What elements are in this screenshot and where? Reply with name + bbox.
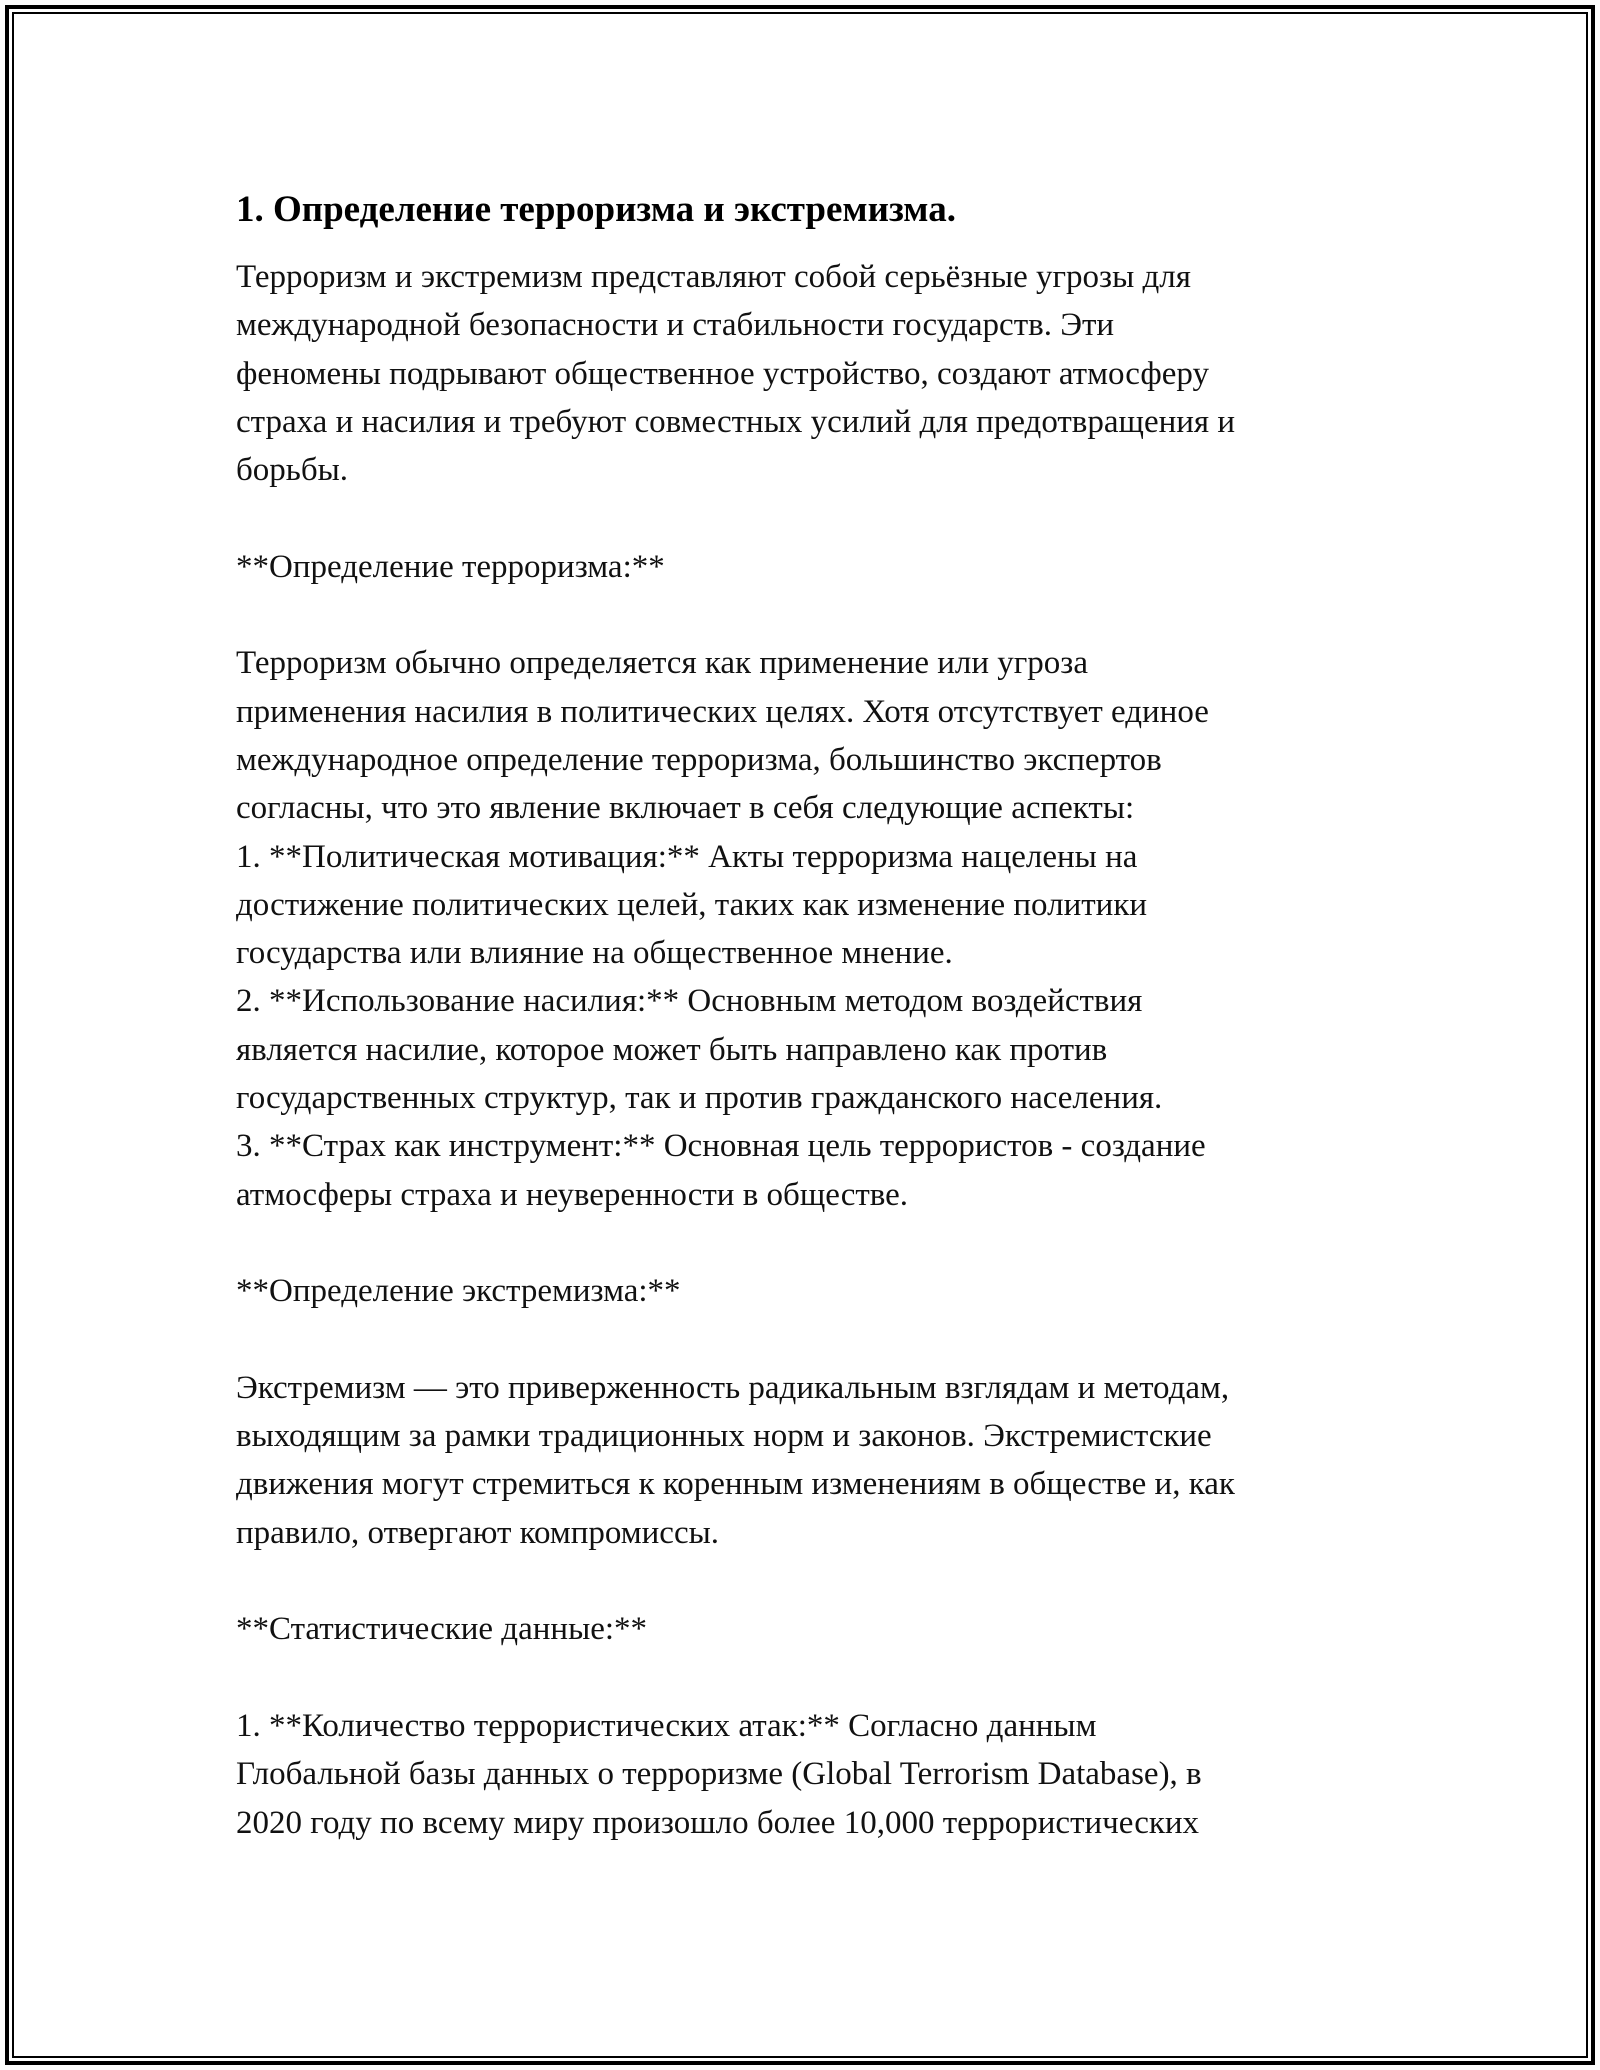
section-heading: 1. Определение терроризма и экстремизма. [236,189,957,230]
extremism-subheading: **Определение экстремизма:** [236,1273,681,1310]
extremism-definition-paragraph: Экстремизм — это приверженность радикальным взглядам и методам, выходящим за рамки традиционных норм и законов. Экстремистские движения могут стремиться к коренным изменениям в обществе и, как правило, отвергают компромиссы. [236,1369,1235,1551]
spacer [236,591,1366,639]
document-body [236,186,1366,1847]
aspect-item-use-of-violence: 2. **Использование насилия:** Основным методом воздействия является насилие, которое может быть направлено как против государственных структур, так и против гражданского населения. [236,983,1163,1117]
spacer [236,1316,1366,1364]
spacer [236,1557,1366,1605]
statistics-subheading: **Статистические данные:** [236,1611,648,1648]
spacer [236,1654,1366,1702]
statistics-item-attack-count: 1. **Количество террористических атак:** Согласно данным Глобальной базы данных о терроризме (Global Terrorism Database), в 2020 году по всему миру произошло более 10,000 террористических [236,1707,1202,1841]
intro-paragraph: Терроризм и экстремизм представляют собой серьёзные угрозы для международной безопасности и стабильности государств. Эти феномены подрывают общественное устройство, создают атмосферу страха и насилия и требуют совместных усилий для предотвращения и борьбы. [236,259,1236,489]
spacer [236,494,1366,542]
aspect-item-fear-as-tool: 3. **Страх как инструмент:** Основная цель террористов - создание атмосферы страха и неуверенности в обществе. [236,1128,1206,1213]
terrorism-definition-paragraph: Терроризм обычно определяется как применение или угроза применения насилия в политических целях. Хотя отсутствует единое международное определение терроризма, большинство экспертов согласны, что это явление включает в себя следующие аспекты: [236,645,1209,827]
terrorism-subheading: **Определение терроризма:** [236,548,665,585]
spacer [236,1219,1366,1267]
aspect-item-political-motivation: 1. **Политическая мотивация:** Акты терроризма нацелены на достижение политических целей, таких как изменение политики государства или влияние на общественное мнение. [236,838,1148,972]
